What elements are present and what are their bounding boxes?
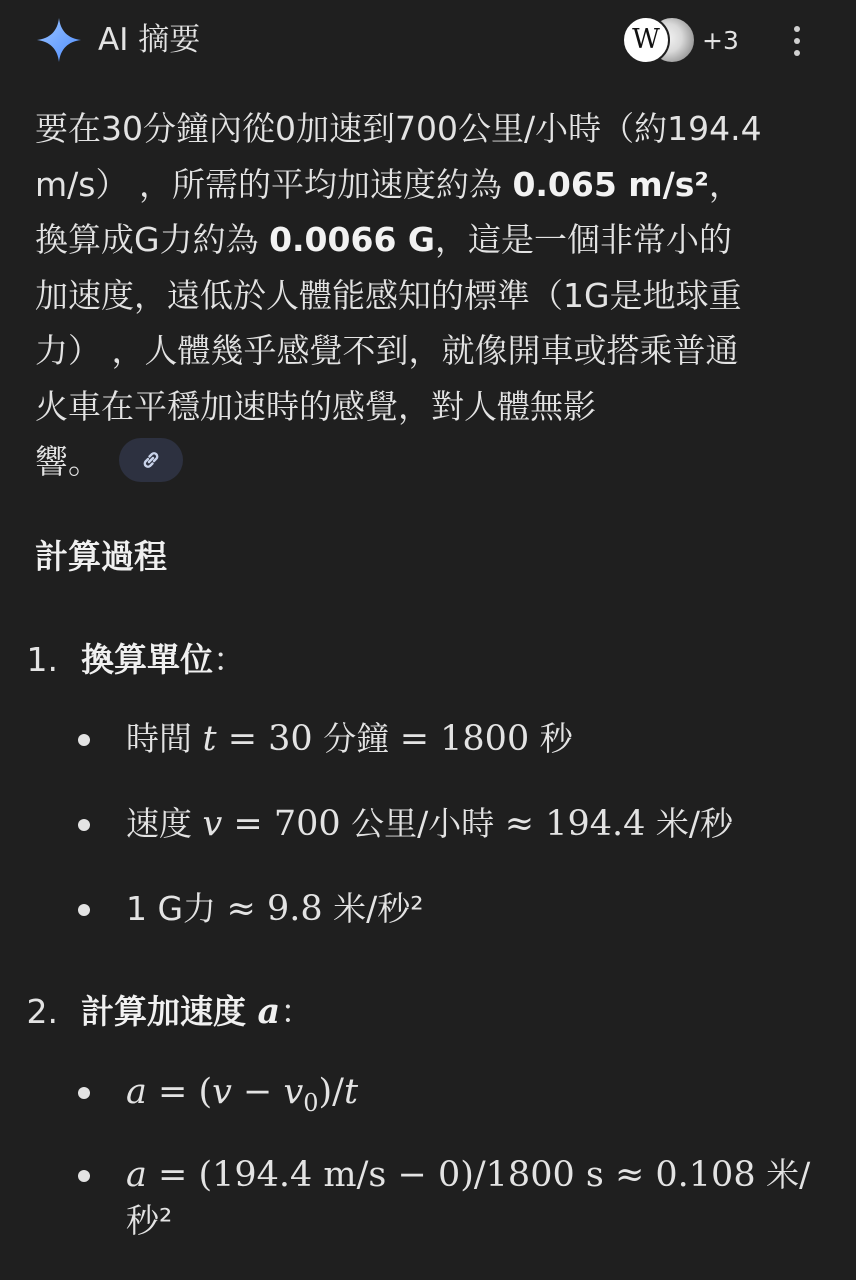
summary-paragraph	[35, 101, 825, 490]
math-expression: v = 700	[202, 804, 341, 844]
g-force-value: 0.0066 G	[269, 220, 435, 259]
summary-line: m/s） ，所需的平均加速度約為 0.065 m/s²，	[35, 164, 742, 204]
summary-line: 加速度，遠低於人體能感知的標準（1G是地球重	[35, 275, 742, 315]
bullet	[78, 1170, 90, 1182]
math-expression: a = (194.4 m/s − 0)/1800 s ≈ 0.108	[126, 1155, 756, 1195]
source-link-button[interactable]	[119, 438, 183, 482]
sources-button[interactable]	[622, 16, 739, 64]
bullet	[78, 904, 90, 916]
link-icon	[139, 448, 163, 472]
summary-line: 火車在平穩加速時的感覺，對人體無影	[35, 386, 596, 426]
summary-line: 力） ，人體幾乎感覺不到，就像開車或搭乘普通	[35, 331, 739, 370]
sparkle-icon	[36, 17, 82, 63]
bullet	[78, 819, 90, 831]
math-expression: ≈ 194.4	[504, 804, 646, 844]
math-expression: = 1800	[399, 719, 530, 759]
summary-line: 換算成G力約為 0.0066 G，這是一個非常小的	[35, 220, 732, 259]
bullet	[78, 734, 90, 746]
more-sources-count: +3	[702, 25, 739, 55]
summary-line: 響。	[35, 434, 825, 490]
step-title: 換算單位：	[81, 640, 246, 679]
step-number: 1.	[26, 640, 58, 679]
wikipedia-source-icon: W	[622, 16, 670, 64]
section-heading: 計算過程	[35, 537, 167, 576]
math-expression: $a = (v - v_0)/t$	[126, 1072, 359, 1117]
math-expression: ≈ 9.8	[226, 889, 323, 929]
ai-summary-title: AI 摘要	[98, 22, 201, 58]
bullet	[78, 1087, 90, 1099]
step-number: 2.	[26, 992, 58, 1031]
summary-line: 要在30分鐘內從0加速到700公里/小時（約194.4	[35, 109, 762, 148]
math-expression: t = 30	[202, 719, 313, 759]
step-title: 計算加速度 a：	[81, 991, 314, 1032]
ai-summary-header	[0, 0, 856, 84]
acceleration-value: 0.065 m/s²	[512, 164, 709, 204]
more-options-icon[interactable]	[782, 22, 812, 62]
